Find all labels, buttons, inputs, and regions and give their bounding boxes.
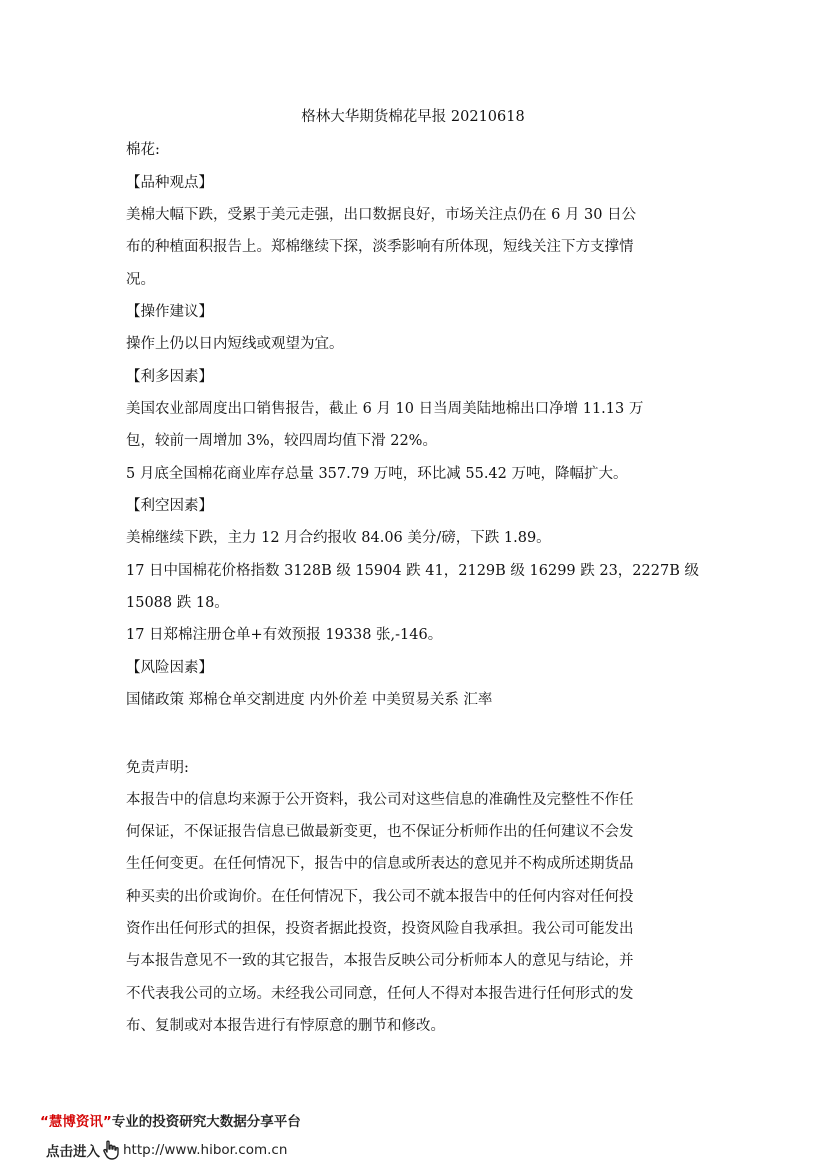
footer-url-link[interactable]: http://www.hibor.com.cn (123, 1142, 288, 1158)
footer-brand: “慧博资讯” (40, 1114, 112, 1130)
section-heading-viewpoint: 【品种观点】 (126, 175, 213, 191)
disclaimer-title: 免责声明: (126, 760, 189, 776)
section-heading-bullish: 【利多因素】 (126, 369, 213, 385)
section-heading-bearish: 【利空因素】 (126, 498, 213, 514)
disclaimer-line: 本报告中的信息均来源于公开资料，我公司对这些信息的准确性及完整性不作任 (126, 792, 634, 808)
disclaimer-line: 不代表我公司的立场。未经我公司同意，任何人不得对本报告进行任何形式的发 (126, 986, 634, 1002)
body-line: 包，较前一周增加 3%，较四周均值下滑 22%。 (126, 433, 437, 449)
disclaimer-line: 与本报告意见不一致的其它报告，本报告反映公司分析师本人的意见与结论，并 (126, 953, 634, 969)
body-line: 美棉大幅下跌，受累于美元走强，出口数据良好，市场关注点仍在 6 月 30 日公 (126, 207, 637, 223)
pointing-hand-icon (102, 1140, 120, 1160)
body-line: 美国农业部周度出口销售报告，截止 6 月 10 日当周美陆地棉出口净增 11.13 万 (126, 401, 644, 417)
body-line: 布的种植面积报告上。郑棉继续下探，淡季影响有所体现，短线关注下方支撑情 (126, 239, 634, 255)
disclaimer-line: 布、复制或对本报告进行有悖原意的删节和修改。 (126, 1018, 445, 1034)
section-heading-suggestion: 【操作建议】 (126, 304, 213, 320)
report-title: 格林大华期货棉花早报 20210618 (301, 109, 525, 125)
footer-link-line[interactable] (46, 1140, 287, 1160)
body-line: 5 月底全国棉花商业库存总量 357.79 万吨，环比减 55.42 万吨，降幅扩大。 (126, 466, 628, 482)
footer-tagline: 专业的投资研究大数据分享平台 (111, 1114, 301, 1130)
disclaimer-line: 资作出任何形式的担保，投资者据此投资，投资风险自我承担。我公司可能发出 (126, 921, 634, 937)
body-line: 况。 (126, 272, 155, 288)
disclaimer-line: 何保证，不保证报告信息已做最新变更，也不保证分析师作出的任何建议不会发 (126, 824, 634, 840)
body-line: 15088 跌 18。 (126, 595, 229, 611)
footer-enter-label: 点击进入 (46, 1144, 100, 1160)
body-line: 17 日郑棉注册仓单+有效预报 19338 张,-146。 (126, 627, 443, 643)
section-heading-risk: 【风险因素】 (126, 660, 213, 676)
footer-brand-line (40, 1110, 301, 1130)
body-line: 美棉继续下跌，主力 12 月合约报收 84.06 美分/磅，下跌 1.89。 (126, 530, 551, 546)
disclaimer-line: 种买卖的出价或询价。在任何情况下，我公司不就本报告中的任何内容对任何投 (126, 889, 634, 905)
disclaimer-line: 生任何变更。在任何情况下，报告中的信息或所表达的意见并不构成所述期货品 (126, 856, 634, 872)
section-heading-cotton: 棉花: (126, 142, 160, 158)
body-line: 国储政策 郑棉仓单交割进度 内外价差 中美贸易关系 汇率 (126, 692, 493, 708)
body-line: 操作上仍以日内短线或观望为宜。 (126, 336, 344, 352)
body-line: 17 日中国棉花价格指数 3128B 级 15904 跌 41，2129B 级 16299 跌 23，2227B 级 (126, 563, 699, 579)
